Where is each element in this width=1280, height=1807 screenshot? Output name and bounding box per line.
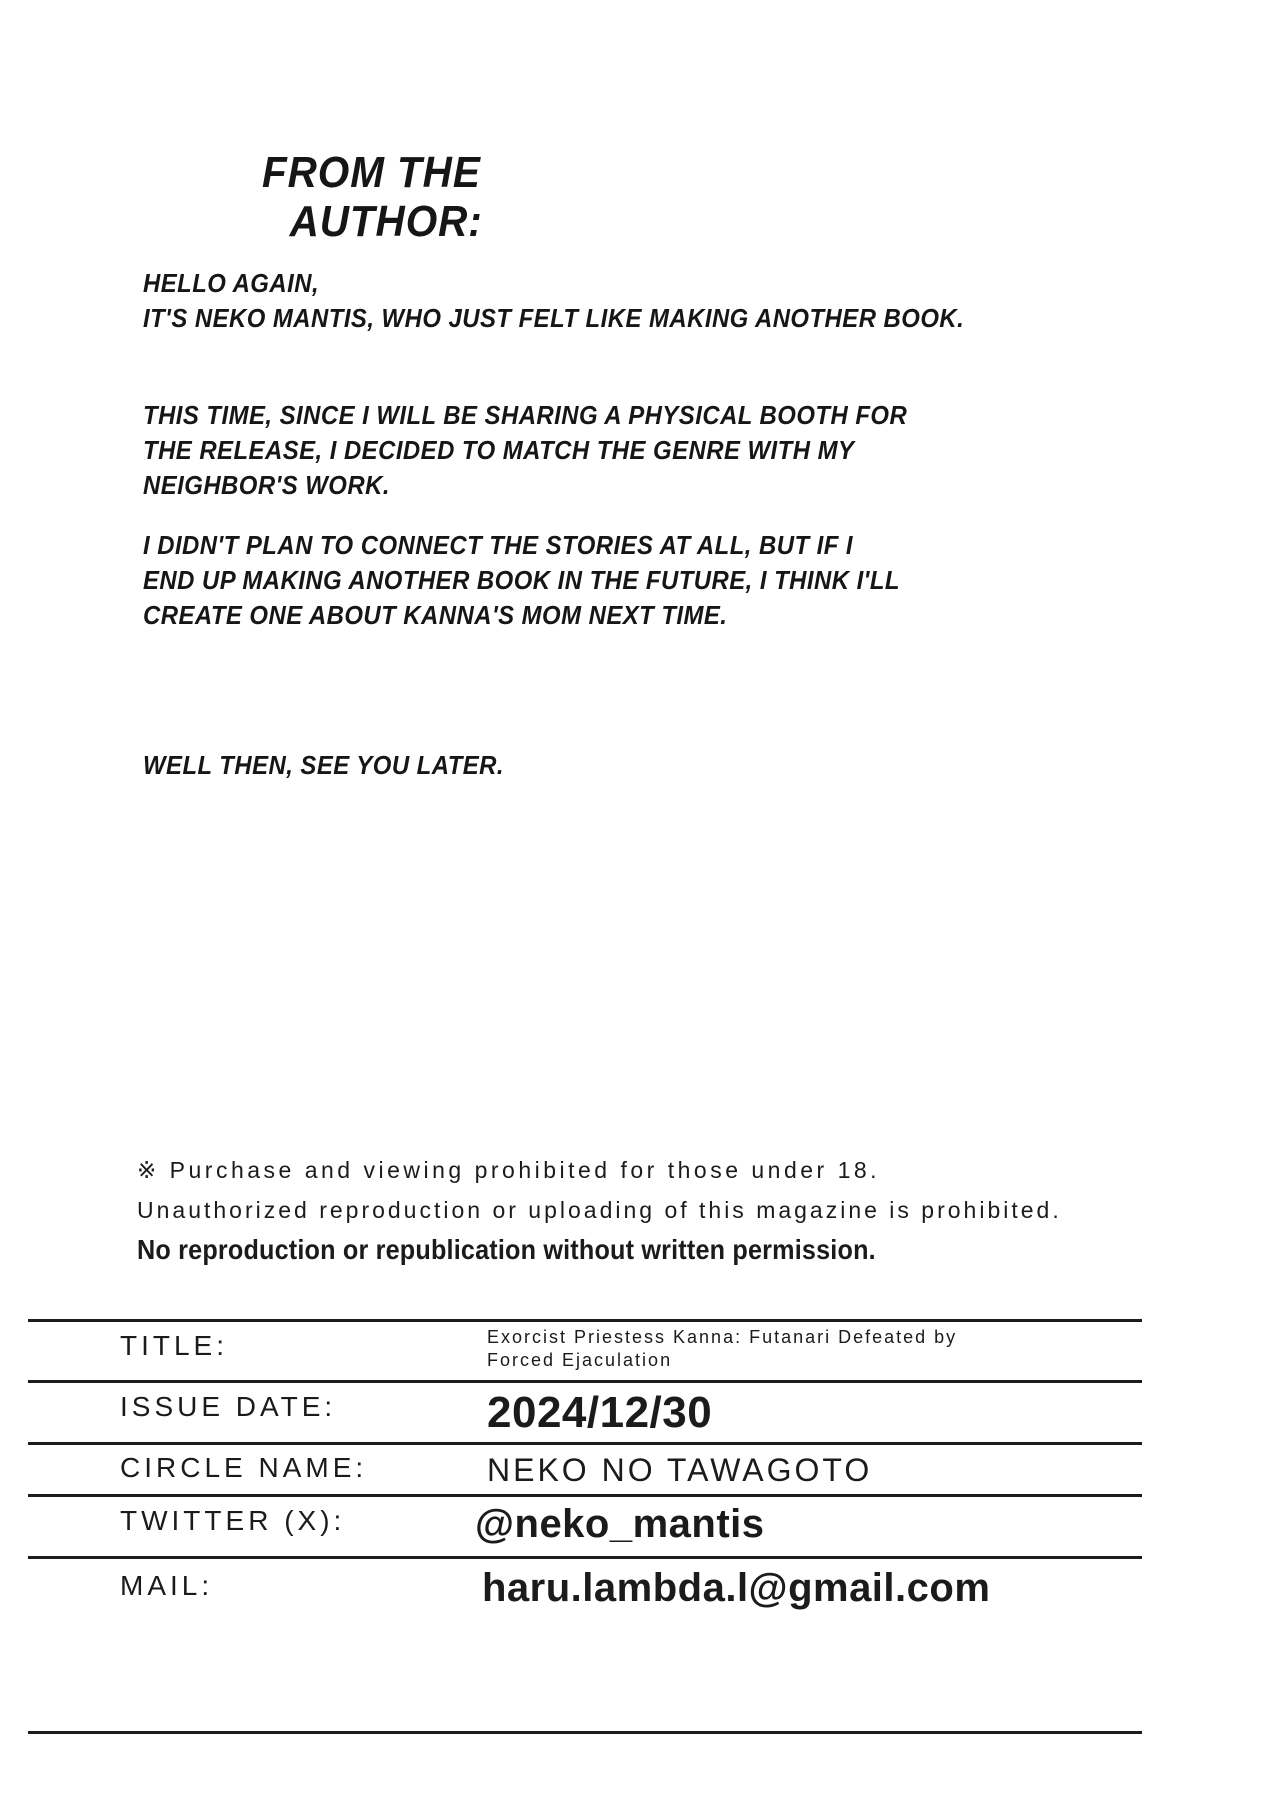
notice-age-restriction: ※ Purchase and viewing prohibited for those under 18. <box>137 1157 881 1183</box>
table-rule <box>28 1380 1142 1383</box>
table-rule-bottom <box>28 1731 1142 1734</box>
author-paragraph-stories <box>143 528 900 633</box>
author-paragraph-booth <box>143 398 907 503</box>
title-label: TITLE: <box>120 1330 229 1361</box>
table-rule <box>28 1442 1142 1445</box>
circle-name-label: CIRCLE NAME: <box>120 1452 368 1483</box>
paragraph-line: END UP MAKING ANOTHER BOOK IN THE FUTURE, I THINK I'LL <box>143 565 900 595</box>
notice-no-upload: Unauthorized reproduction or uploading of this magazine is prohibited. <box>137 1197 1062 1223</box>
circle-name-value: NEKO NO TAWAGOTO <box>487 1452 873 1488</box>
issue-date-label: ISSUE DATE: <box>120 1391 337 1422</box>
mail-address-value: haru.lambda.l@gmail.com <box>482 1566 991 1610</box>
paragraph-line: THIS TIME, SINCE I WILL BE SHARING A PHYSICAL BOOTH FOR <box>143 400 908 430</box>
title-value-line: Exorcist Priestess Kanna: Futanari Defeated by <box>487 1327 958 1347</box>
paragraph-line: I DIDN'T PLAN TO CONNECT THE STORIES AT ALL, BUT IF I <box>143 530 854 560</box>
title-value-line: Forced Ejaculation <box>487 1350 673 1370</box>
paragraph-line: IT'S NEKO MANTIS, WHO JUST FELT LIKE MAKING ANOTHER BOOK. <box>143 303 965 333</box>
table-rule-top <box>28 1319 1142 1322</box>
mail-label: MAIL: <box>120 1570 214 1601</box>
twitter-label: TWITTER (X): <box>120 1505 346 1536</box>
table-rule <box>28 1494 1142 1497</box>
paragraph-line: WELL THEN, SEE YOU LATER. <box>143 750 505 780</box>
author-paragraph-greeting <box>143 266 964 336</box>
notice-no-reproduction: No reproduction or republication without written permission. <box>137 1234 876 1265</box>
twitter-handle-value: @neko_mantis <box>475 1502 765 1546</box>
paragraph-line: THE RELEASE, I DECIDED TO MATCH THE GENRE WITH MY <box>143 435 855 465</box>
author-paragraph-farewell <box>143 748 504 783</box>
table-rule <box>28 1556 1142 1559</box>
heading-line-2: AUTHOR: <box>289 197 483 246</box>
title-value <box>487 1326 957 1372</box>
paragraph-line: CREATE ONE ABOUT KANNA'S MOM NEXT TIME. <box>143 600 728 630</box>
issue-date-value: 2024/12/30 <box>487 1388 713 1437</box>
heading-line-1: FROM THE <box>262 148 481 197</box>
author-note-heading <box>262 148 483 246</box>
paragraph-line: NEIGHBOR'S WORK. <box>143 470 390 500</box>
paragraph-line: HELLO AGAIN, <box>143 268 320 298</box>
